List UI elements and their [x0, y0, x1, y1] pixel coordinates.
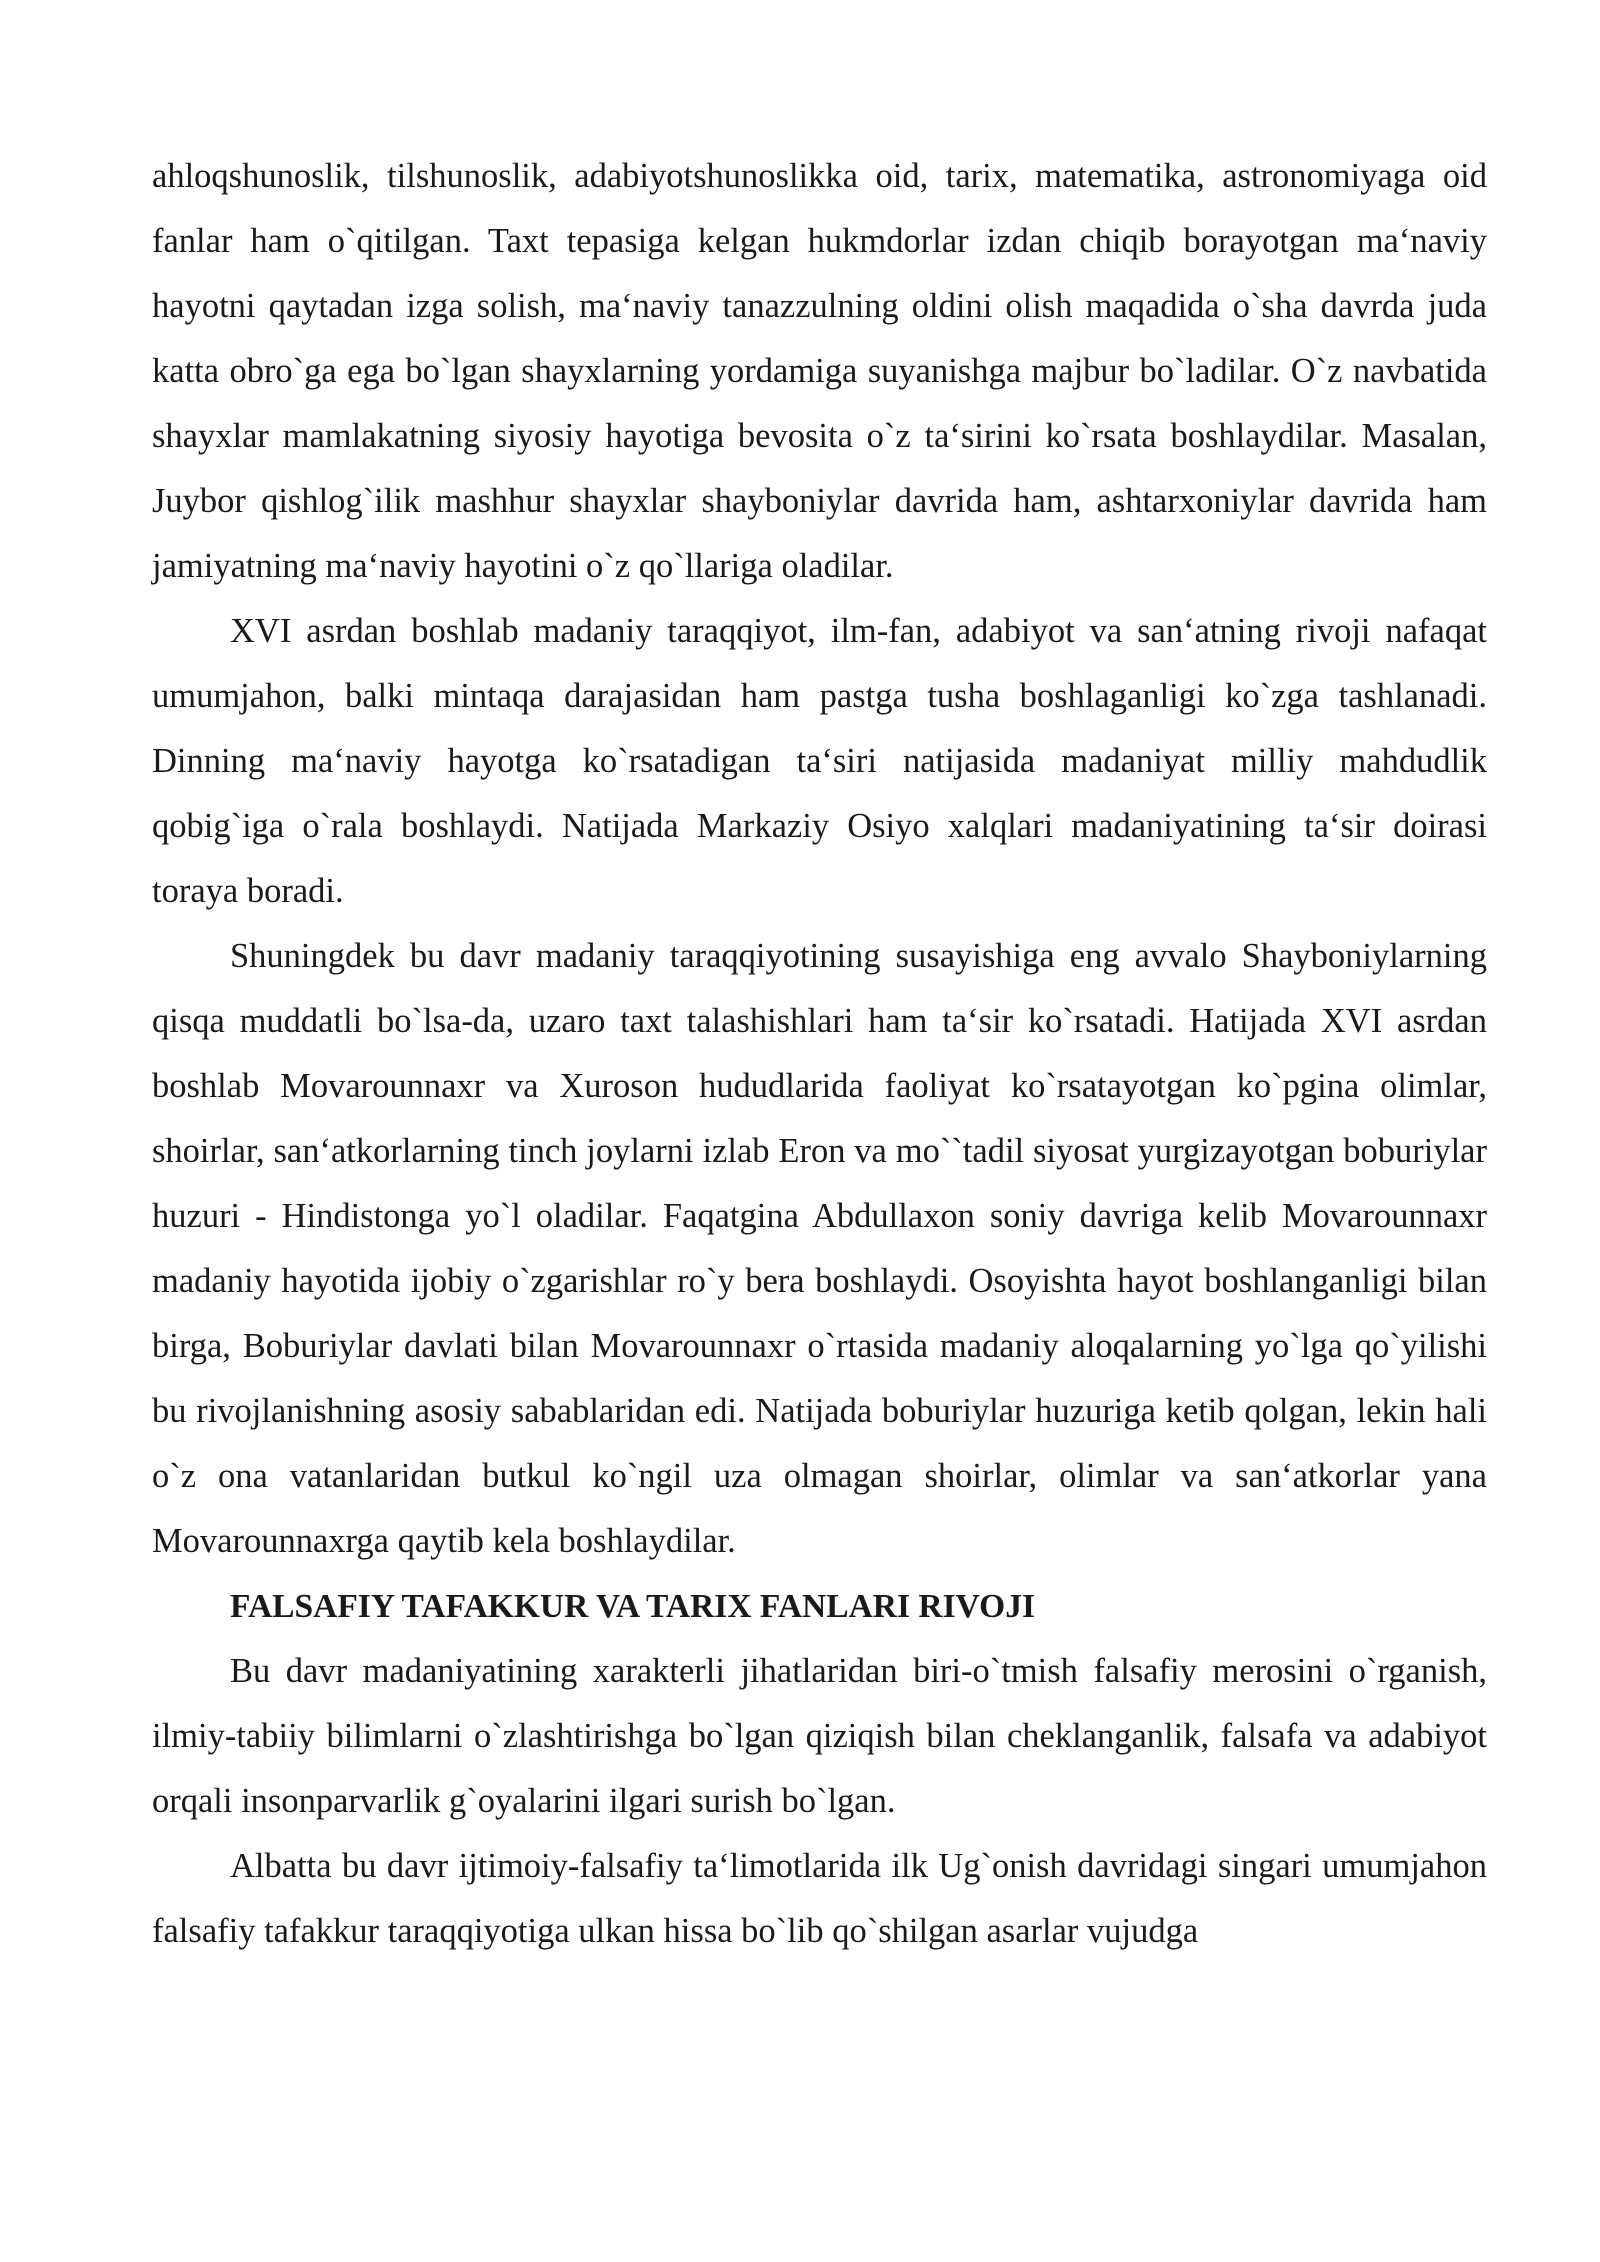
paragraph-1: ahloqshunoslik, tilshunoslik, adabiyotshunoslikka oid, tarix, matematika, astronomiyaga oid fanlar ham o`qitilgan. Taxt tepasiga kelgan hukmdorlar izdan chiqib borayotgan ma‘naviy hayotni qaytadan izga solish, ma‘naviy tanazzulning oldini olish maqadida o`sha davrda juda katta obro`ga ega bo`lgan shayxlarning yordamiga suyanishga majbur bo`ladilar. O`z navbatida shayxlar mamlakatning siyosiy hayotiga bevosita o`z ta‘sirini ko`rsata boshlaydilar. Masalan, Juybor qishlog`ilik mashhur shayxlar shayboniylar davrida ham, ashtarxoniylar davrida ham jamiyatning ma‘naviy hayotini o`z qo`llariga oladilar.: [152, 157, 1487, 585]
section-heading: FALSAFIY TAFAKKUR VA TARIX FANLARI RIVOJI: [230, 1588, 1035, 1625]
paragraph-3: Shuningdek bu davr madaniy taraqqiyotining susayishiga eng avvalo Shayboniylarning qisqa muddatli bo`lsa-da, uzaro taxt talashishlari ham ta‘sir ko`rsatadi. Hatijada XVI asrdan boshlab Movarounnaxr va Xuroson hududlarida faoliyat ko`rsatayotgan ko`pgina olimlar, shoirlar, san‘atkorlarning tinch joylarni izlab Eron va mo``tadil siyosat yurgizayotgan boburiylar huzuri - Hindistonga yo`l oladilar. Faqatgina Abdullaxon soniy davriga kelib Movarounnaxr madaniy hayotida ijobiy o`zgarishlar ro`y bera boshlaydi. Osoyishta hayot boshlanganligi bilan birga, Boburiylar davlati bilan Movarounnaxr o`rtasida madaniy aloqalarning yo`lga qo`yilishi bu rivojlanishning asosiy sabablaridan edi. Natijada boburiylar huzuriga ketib qolgan, lekin hali o`z ona vatanlaridan butkul ko`ngil uza olmagan shoirlar, olimlar va san‘atkorlar yana Movarounnaxrga qaytib kela boshlaydilar.: [152, 937, 1487, 1560]
paragraph-4: Bu davr madaniyatining xarakterli jihatlaridan biri-o`tmish falsafiy merosini o`rganish, ilmiy-tabiiy bilimlarni o`zlashtirishga bo`lgan qiziqish bilan cheklanganlik, falsafa va adabiyot orqali insonparvarlik g`oyalarini ilgari surish bo`lgan.: [152, 1652, 1487, 1820]
paragraph-5: Albatta bu davr ijtimoiy-falsafiy ta‘limotlarida ilk Ug`onish davridagi singari umumjahon falsafiy tafakkur taraqqiyotiga ulkan hissa bo`lib qo`shilgan asarlar vujudga: [152, 1847, 1487, 1950]
document-page: [152, 144, 1487, 1964]
paragraph-2: XVI asrdan boshlab madaniy taraqqiyot, ilm-fan, adabiyot va san‘atning rivoji nafaqat umumjahon, balki mintaqa darajasidan ham pastga tusha boshlaganligi ko`zga tashlanadi. Dinning ma‘naviy hayotga ko`rsatadigan ta‘siri natijasida madaniyat milliy mahdudlik qobig`iga o`rala boshlaydi. Natijada Markaziy Osiyo xalqlari madaniyatining ta‘sir doirasi toraya boradi.: [152, 612, 1487, 910]
